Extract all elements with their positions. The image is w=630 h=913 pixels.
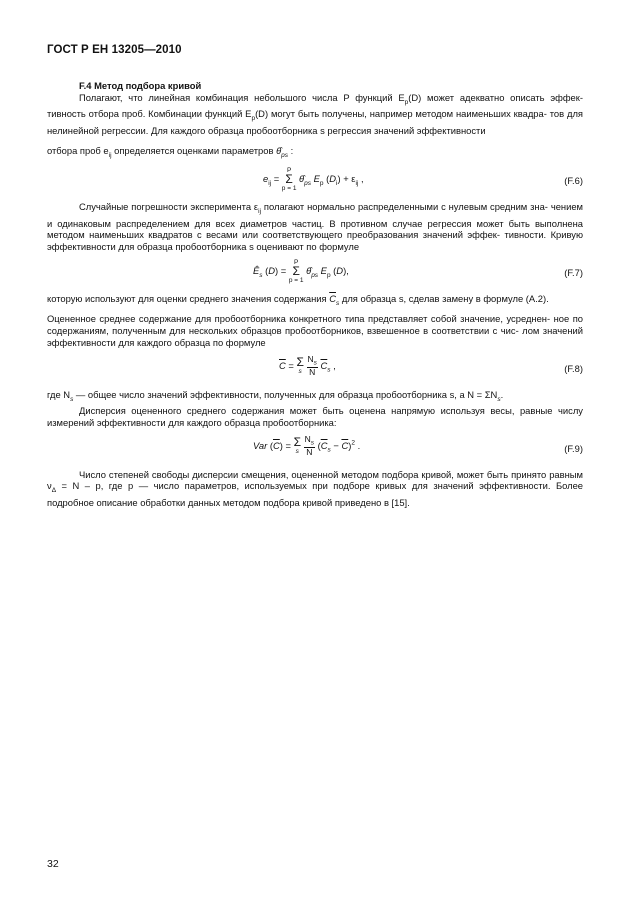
standard-header: ГОСТ Р ЕН 13205—2010: [47, 44, 182, 56]
section-title: F.4 Метод подбора кривой: [79, 80, 202, 91]
equation-f6: $e_{ij} = P$ Σ p = 1 $\thetâ_{ps}$ $E_p$ $(D_i) + \varepsilon_{ij}$ , (F.6): [263, 167, 583, 193]
paragraph-2: Случайные погрешности эксперимента $\varepsilon_{ij}$ полагают нормально распределенными с нулевым средним зна- чением и одинаковым распределением для всех диаметров частиц. В противном случае регрессия может быть выполнена методом наименьших квадратов с весами или соответствующего преобразования значений эффек- тивности. Кривую эффективности для образца пробоотборника s оценивают по формуле: [47, 201, 583, 253]
equation-number: (F.7): [564, 266, 583, 278]
section-content: [47, 80, 583, 508]
equation-number: (F.8): [564, 362, 583, 374]
paragraph-6: Дисперсия оцененного среднего содержания может быть оценена напрямую используя весы, равные числу измерений эффективности для каждого образца пробоотборника:: [47, 405, 583, 428]
equation-number: (F.6): [564, 175, 583, 187]
paragraph-7: Число степеней свободы дисперсии смещения, оцененной методом подбора кривой, может быть принято равным $\nu_\Delta = N - p$, где p — число параметров, используемых при подборе кривых для значений эффективности. Более подробное описание обработки данных методом подбора кривой приведено в [15].: [47, 468, 583, 508]
equation-f8: $\overline{C}$ = Σ s $\frac{N_s}{N}$ $\overline{C}_s$ , (F.8): [279, 353, 583, 378]
page-number: 32: [47, 858, 59, 870]
equation-f7: $Ê_s$ (D) = P Σ p = 1 $\thetâ_{ps}$ $E_p$ (D), (F.7): [253, 258, 583, 284]
paragraph-3: которую используют для оценки среднего значения содержания $\overline{C}_s$ для образца s, сделав замену в формуле (A.2).: [47, 292, 549, 307]
equation-number: (F.9): [564, 442, 583, 454]
paragraph-1: Полагают, что линейная комбинация небольшого числа P функций $E_p(D)$ может адекватно описать эффек- тивность отбора проб. Комбинации функций $E_p(D)$ могут быть получены, например методом наименьших квадра- тов для нелинейной регрессии. Для каждого образца пробоотборника s регрессия значений эффективности: [47, 91, 583, 136]
paragraph-4: Оцененное среднее содержание для пробоотборника конкретного типа представляет собой значение, усреднен- ное по содержаниям, полученным для нескольких образцов пробоотборников, взвешенное в соответствии с чис- лом значений эффективности для каждого образца по формуле: [47, 313, 583, 348]
equation-f9: Var $(\overline{C})$ = Σ s $\frac{N_s}{N}$ $(\overline{C}_s - \overline{C})^2$ . (F.9): [253, 433, 583, 458]
paragraph-5: где $N_s$ — общее число значений эффективности, полученных для образца пробоотборника s, а $N = \Sigma N_s$.: [47, 388, 504, 403]
paragraph-1-end: отбора проб $e_{ij}$ определяется оценками параметров $\thetâ_{ps}$ :: [47, 144, 294, 159]
